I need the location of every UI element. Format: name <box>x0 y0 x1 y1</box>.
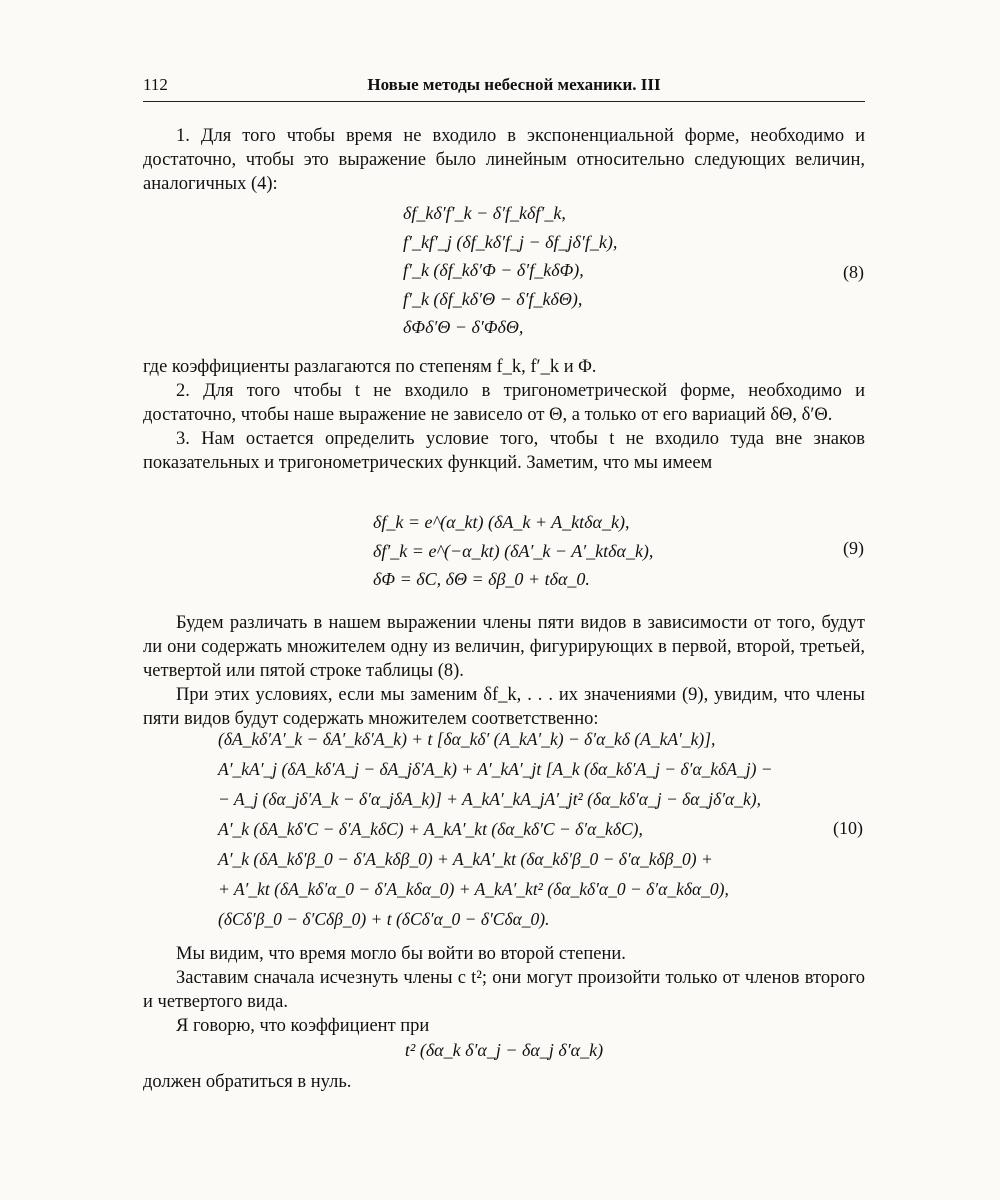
paragraph-2: где коэффициенты разлагаются по степеням f_k, f′_k и Φ. <box>143 357 597 377</box>
coefficient-formula: t² (δα_k δ′α_j − δα_j δ′α_k) <box>404 1040 604 1060</box>
paragraph-7-9-block <box>143 942 865 1038</box>
paragraph-7: Мы видим, что время могло бы войти во второй степени. <box>176 944 626 964</box>
paragraph-2-4-block <box>143 355 865 475</box>
paragraph-6: При этих условиях, если мы заменим δf_k, . . . их значениями (9), увидим, что члены пяти видов будут содержать множителем соответственно: <box>143 685 865 729</box>
equation-8 <box>403 199 617 342</box>
equation-9 <box>373 508 653 594</box>
eq9-line: δf_k = e^(α_kt) (δA_k + A_ktδα_k), <box>373 512 630 532</box>
paragraph-1: 1. Для того чтобы время не входило в экспоненциальной форме, необходимо и достаточно, чтобы это выражение было линейным относительно следующих величин, аналогичных (4): <box>143 126 865 194</box>
eq8-line: f′_k (δf_kδ′Θ − δ′f_kδΘ), <box>403 288 583 309</box>
eq10-line: (δCδ′β_0 − δ′Cδβ_0) + t (δCδ′α_0 − δ′Cδα_0). <box>218 909 550 929</box>
eq9-line: δf′_k = e^(−α_kt) (δA′_k − A′_ktδα_k), <box>373 540 654 561</box>
paragraph-10-block <box>143 1070 865 1094</box>
equation-8-number: (8) <box>843 262 864 282</box>
equation-10-number: (10) <box>833 818 863 838</box>
paragraph-3: 2. Для того чтобы t не входило в тригонометрической форме, необходимо и достаточно, чтобы наше выражение не зависело от Θ, а только от его вариаций δΘ, δ′Θ. <box>143 381 865 425</box>
eq10-line: A′_kA′_j (δA_kδ′A_j − δA_jδ′A_k) + A′_kA′_jt [A_k (δα_kδ′A_j − δ′α_kδA_j) − <box>218 759 773 779</box>
paragraph-4: 3. Нам остается определить условие того, чтобы t не входило туда вне знаков показательных и тригонометрических функций. Заметим, что мы имеем <box>143 429 865 473</box>
page-number: 112 <box>143 75 168 94</box>
running-title: Новые методы небесной механики. III <box>367 75 661 94</box>
paragraph-5: Будем различать в нашем выражении члены пяти видов в зависимости от того, будут ли они содержать множителем одну из величин, фигурирующих в первой, второй, третьей, четвертой или пятой строке таблицы (8). <box>143 613 865 681</box>
eq8-line: δf_kδ′f′_k − δ′f_kδf′_k, <box>403 203 566 223</box>
paragraph-9: Я говорю, что коэффициент при <box>176 1016 430 1036</box>
eq10-line: − A_j (δα_jδ′A_k − δ′α_jδA_k)] + A_kA′_kA_jA′_jt² (δα_kδ′α_j − δα_jδ′α_k), <box>218 789 761 809</box>
eq8-line: f′_k (δf_kδ′Φ − δ′f_kδΦ), <box>403 260 584 280</box>
paragraph-10: должен обратиться в нуль. <box>143 1072 352 1092</box>
paragraph-1-block <box>143 124 865 196</box>
equation-10 <box>218 724 773 934</box>
page-header <box>143 75 865 102</box>
eq8-line: f′_kf′_j (δf_kδ′f_j − δf_jδ′f_k), <box>403 231 618 252</box>
paragraph-8: Заставим сначала исчезнуть члены с t²; они могут произойти только от членов второго и четвертого вида. <box>143 968 865 1012</box>
eq10-line: A′_k (δA_kδ′C − δ′A_kδC) + A_kA′_kt (δα_kδ′C − δ′α_kδC), <box>218 819 643 839</box>
eq10-line: + A′_kt (δA_kδ′α_0 − δ′A_kδα_0) + A_kA′_kt² (δα_kδ′α_0 − δ′α_kδα_0), <box>218 879 729 899</box>
paragraph-5-6-block <box>143 611 865 731</box>
eq8-line: δΦδ′Θ − δ′ΦδΘ, <box>403 317 524 337</box>
eq10-line: A′_k (δA_kδ′β_0 − δ′A_kδβ_0) + A_kA′_kt (δα_kδ′β_0 − δ′α_kδβ_0) + <box>218 849 713 869</box>
eq10-line: (δA_kδ′A′_k − δA′_kδ′A_k) + t [δα_kδ′ (A_kA′_k) − δ′α_kδ (A_kA′_k)], <box>218 729 716 749</box>
eq9-line: δΦ = δC, δΘ = δβ_0 + tδα_0. <box>373 569 590 589</box>
equation-9-number: (9) <box>843 538 864 558</box>
